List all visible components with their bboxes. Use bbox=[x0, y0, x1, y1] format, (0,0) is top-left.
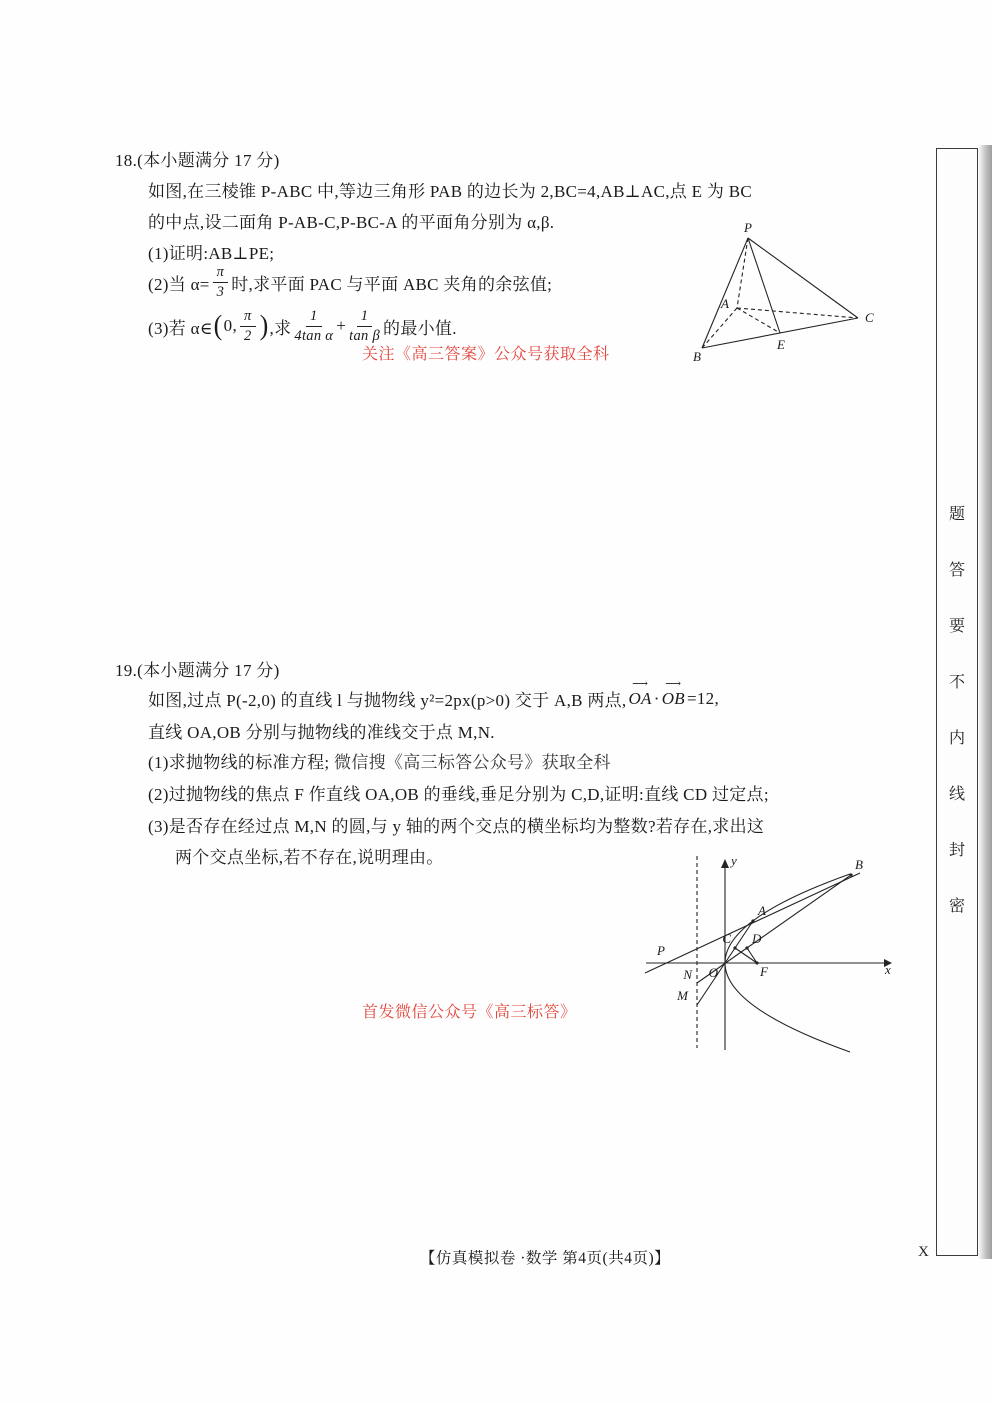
label-E: E bbox=[777, 337, 785, 352]
plus-sign: + bbox=[336, 316, 347, 335]
footer-mark: X bbox=[918, 1244, 929, 1260]
seal-char: 不 bbox=[948, 674, 965, 691]
problem-18-header: 18.(本小题满分 17 分) bbox=[115, 151, 280, 170]
y-axis-arrow-icon bbox=[721, 859, 729, 868]
problem-18-intro-line-1: 如图,在三棱锥 P-ABC 中,等边三角形 PAB 的边长为 2,BC=4,AB⊥AC,点 E 为 BC bbox=[148, 182, 752, 201]
label-P: P bbox=[657, 943, 665, 958]
page-footer: 【仿真模拟卷 ·数学 第4页(共4页)】 bbox=[419, 1250, 671, 1267]
fraction-pi-over-3 bbox=[213, 264, 229, 300]
seal-char: 封 bbox=[948, 842, 965, 859]
label-C: C bbox=[722, 931, 731, 946]
p18-part3-mid: ,求 bbox=[269, 318, 292, 338]
problem-18-part-2 bbox=[148, 262, 552, 302]
vector-arrow-icon: ⟶ bbox=[632, 678, 649, 691]
line-OB-extended-to-N bbox=[697, 875, 851, 983]
coordinate-axes bbox=[646, 859, 892, 1050]
fraction-pi-over-2 bbox=[240, 308, 256, 344]
label-P: P bbox=[744, 222, 752, 235]
p18-part2-pre: (2)当 α= bbox=[148, 274, 210, 294]
watermark-red-2: 首发微信公众号《高三标答》 bbox=[362, 1004, 577, 1021]
dot-operator: · bbox=[653, 688, 660, 708]
p18-part3-pre: (3)若 α∈ bbox=[148, 318, 213, 338]
label-M: M bbox=[677, 988, 688, 1003]
problem-19-intro-line-2: 直线 OA,OB 分别与抛物线的准线交于点 M,N. bbox=[148, 723, 495, 742]
problem-19-part-3-line-1: (3)是否存在经过点 M,N 的圆,与 y 轴的两个交点的横坐标均为整数?若存在,求出这 bbox=[148, 817, 765, 836]
tetrahedron-solid-edges bbox=[702, 238, 858, 348]
problem-19-header: 19.(本小题满分 17 分) bbox=[115, 661, 280, 680]
left-paren: ( bbox=[213, 309, 223, 342]
p19-line1-text: 如图,过点 P(-2,0) 的直线 l 与抛物线 y²=2px(p>0) 交于 A,B 两点, bbox=[148, 691, 627, 710]
label-A: A bbox=[758, 903, 766, 918]
fraction-1-over-tan-beta bbox=[349, 308, 380, 344]
problem-19-part-1 bbox=[148, 748, 611, 773]
label-O: O bbox=[708, 965, 718, 980]
label-N: N bbox=[683, 967, 692, 982]
right-paren: ) bbox=[259, 309, 269, 342]
label-D: D bbox=[752, 931, 762, 946]
figure-tetrahedron bbox=[688, 222, 878, 367]
figure-parabola bbox=[638, 848, 896, 1053]
label-B: B bbox=[693, 349, 701, 364]
problem-19-part-2: (2)过抛物线的焦点 F 作直线 OA,OB 的垂线,垂足分别为 C,D,证明:直线 CD 过定点; bbox=[148, 785, 769, 804]
fraction-numerator: 1 bbox=[306, 308, 322, 327]
fraction-denominator: 4tan α bbox=[294, 327, 334, 344]
vector-OA bbox=[627, 678, 652, 709]
fraction-numerator: π bbox=[240, 308, 256, 327]
label-y-axis: y bbox=[731, 853, 737, 868]
seal-char: 密 bbox=[948, 898, 965, 915]
fraction-denominator: 2 bbox=[244, 327, 252, 344]
fraction-numerator: π bbox=[213, 264, 229, 283]
seal-char: 题 bbox=[948, 506, 965, 523]
scan-page-edge bbox=[978, 145, 992, 1259]
vector-OA-text: OA bbox=[628, 688, 652, 708]
fraction-1-over-4tan-alpha bbox=[294, 308, 333, 344]
label-x-axis: x bbox=[885, 962, 891, 977]
segment-FC bbox=[735, 948, 757, 963]
seal-char: 答 bbox=[948, 562, 965, 579]
p18-part3-zero: 0, bbox=[223, 316, 237, 335]
p18-part2-post: 时,求平面 PAC 与平面 ABC 夹角的余弦值; bbox=[231, 274, 553, 294]
p19-part1-note: 微信搜《高三标答公众号》获取全科 bbox=[334, 753, 611, 772]
seal-char: 线 bbox=[948, 786, 965, 803]
label-B: B bbox=[855, 857, 863, 872]
label-F: F bbox=[760, 964, 768, 979]
p19-line1-tail: =12, bbox=[686, 688, 720, 708]
line-l bbox=[645, 873, 860, 973]
problem-19-part-3-line-2: 两个交点坐标,若不存在,说明理由。 bbox=[175, 848, 444, 867]
segment-FD bbox=[747, 948, 757, 963]
label-A: A bbox=[721, 296, 729, 311]
p19-part1-main: (1)求抛物线的标准方程; bbox=[148, 753, 330, 772]
seal-char: 内 bbox=[948, 730, 965, 747]
seal-line-strip bbox=[936, 148, 978, 1256]
watermark-red-1: 关注《高三答案》公众号获取全科 bbox=[362, 346, 610, 363]
problem-18-part-1: (1)证明:AB⊥PE; bbox=[148, 244, 275, 263]
problem-19-intro-line-1 bbox=[148, 678, 720, 711]
vector-OB bbox=[661, 678, 686, 709]
label-C: C bbox=[865, 310, 874, 325]
problem-18-intro-line-2: 的中点,设二面角 P-AB-C,P-BC-A 的平面角分别为 α,β. bbox=[148, 213, 555, 232]
seal-line-text bbox=[937, 501, 977, 916]
seal-char: 要 bbox=[948, 618, 965, 635]
vector-OB-text: OB bbox=[661, 688, 685, 708]
p18-part3-post: 的最小值. bbox=[383, 318, 457, 338]
fraction-denominator: tan β bbox=[349, 327, 381, 344]
vector-arrow-icon: ⟶ bbox=[665, 678, 682, 691]
fraction-denominator: 3 bbox=[216, 283, 225, 300]
fraction-numerator: 1 bbox=[357, 308, 373, 327]
